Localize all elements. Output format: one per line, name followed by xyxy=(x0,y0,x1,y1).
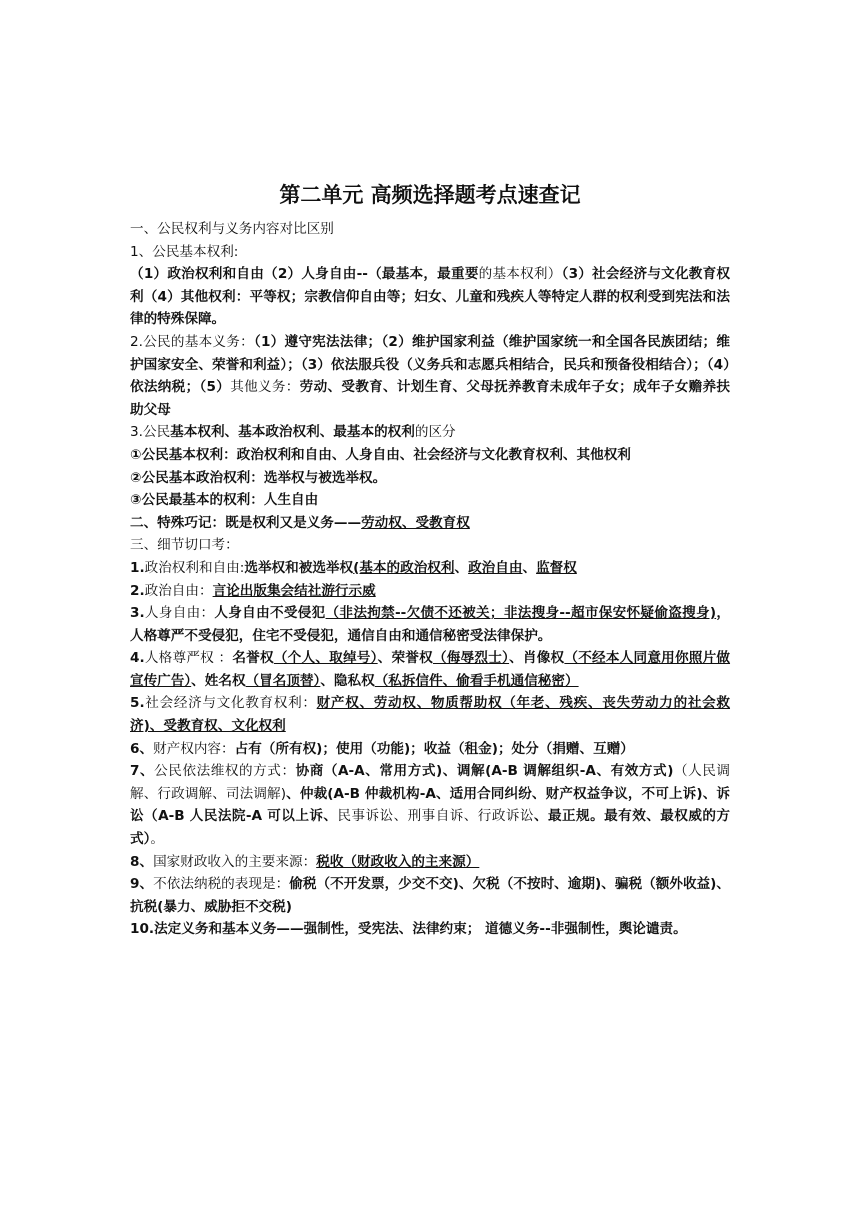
section-1-heading: 一、公民权利与义务内容对比区别 xyxy=(130,221,334,237)
rights-distinction-heading: 3.公民基本权利、基本政治权利、最基本的权利的区分 xyxy=(130,424,456,441)
detail-item-9: 9、不依法纳税的表现是：偷税（不开发票，少交不交)、欠税（不按时、逾期)、骗税（额外收益)、抗税(暴力、威胁拒不交税) xyxy=(130,876,731,915)
circled-item-2: ②公民基本政治权利：选举权与被选举权。 xyxy=(130,469,387,486)
detail-item-1: 1.政治权利和自由:选举权和被选举权(基本的政治权利、政治自由、监督权 xyxy=(130,559,577,576)
detail-item-10: 10.法定义务和基本义务——强制性，受宪法、法律约束； 道德义务--非强制性，舆论谴责。 xyxy=(130,921,687,938)
basic-rights-paragraph: （1）政治权利和自由（2）人身自由--（最基本，最重要的基本权利）（3）社会经济与文化教育权利（4）其他权利：平等权；宗教信仰自由等；妇女、儿童和残疾人等特定人群的权利受到宪法和法律的特殊保障。 xyxy=(130,266,730,328)
detail-item-8: 8、国家财政收入的主要来源：税收（财政收入的主来源） xyxy=(130,853,480,870)
detail-item-2: 2.政治自由：言论出版集会结社游行示威 xyxy=(130,582,376,599)
page-title: 第二单元 高频选择题考点速查记 xyxy=(279,183,581,207)
detail-item-5: 5.社会经济与文化教育权利：财产权、劳动权、物质帮助权（年老、残疾、丧失劳动力的社会救济)、受教育权、文化权利 xyxy=(130,695,731,735)
detail-item-4: 4.人格尊严权 ：名誉权（个人、取绰号）、荣誉权（侮辱烈士）、肖像权（不经本人同意用你照片做宣传广告）、姓名权（冒名顶替）、隐私权（私拆信件、偷看手机通信秘密） xyxy=(130,650,731,689)
basic-duties-paragraph: 2.公民的基本义务：（1）遵守宪法法律；（2）维护国家利益（维护国家统一和全国各民族团结；维护国家安全、荣誉和利益）；（3）依法服兵役（义务兵和志愿兵相结合，民兵和预备役相结合）；（4）依法纳税；（5）其他义务：劳动、受教育、计划生育、父母抚养教育未成年子女；成年子女赡养扶助父母 xyxy=(130,333,731,418)
circled-item-1: ①公民基本权利：政治权利和自由、人身自由、社会经济与文化教育权利、其他权利 xyxy=(130,446,631,463)
document-page xyxy=(130,180,730,941)
detail-item-3: 3.人身自由：人身自由不受侵犯（非法拘禁--欠债不还被关；非法搜身--超市保安怀疑偷盗搜身)，人格尊严不受侵犯，住宅不受侵犯，通信自由和通信秘密受法律保护。 xyxy=(130,605,731,644)
detail-item-6: 6、财产权内容：占有（所有权)；使用（功能)；收益（租金)；处分（捐赠、互赠） xyxy=(130,740,634,757)
circled-item-3: ③公民最基本的权利：人生自由 xyxy=(130,492,319,509)
section-3-heading: 三、细节切口考： xyxy=(130,537,239,554)
detail-item-7: 7、公民依法维权的方式：协商（A-A、常用方式)、调解(A-B 调解组织-A、有效方式)（人民调解、行政调解、司法调解)、仲裁(A-B 仲裁机构-A、适用合同纠纷、财产权益争议，不可上诉)、诉讼（A-B 人民法院-A 可以上诉、民事诉讼、刑事自诉、行政诉讼、最正规。最有效、最权威的方式）。 xyxy=(130,763,731,848)
rights-label: 1、公民基本权利: xyxy=(130,243,239,260)
section-2-heading: 二、特殊巧记：既是权利又是义务——劳动权、受教育权 xyxy=(130,514,470,531)
